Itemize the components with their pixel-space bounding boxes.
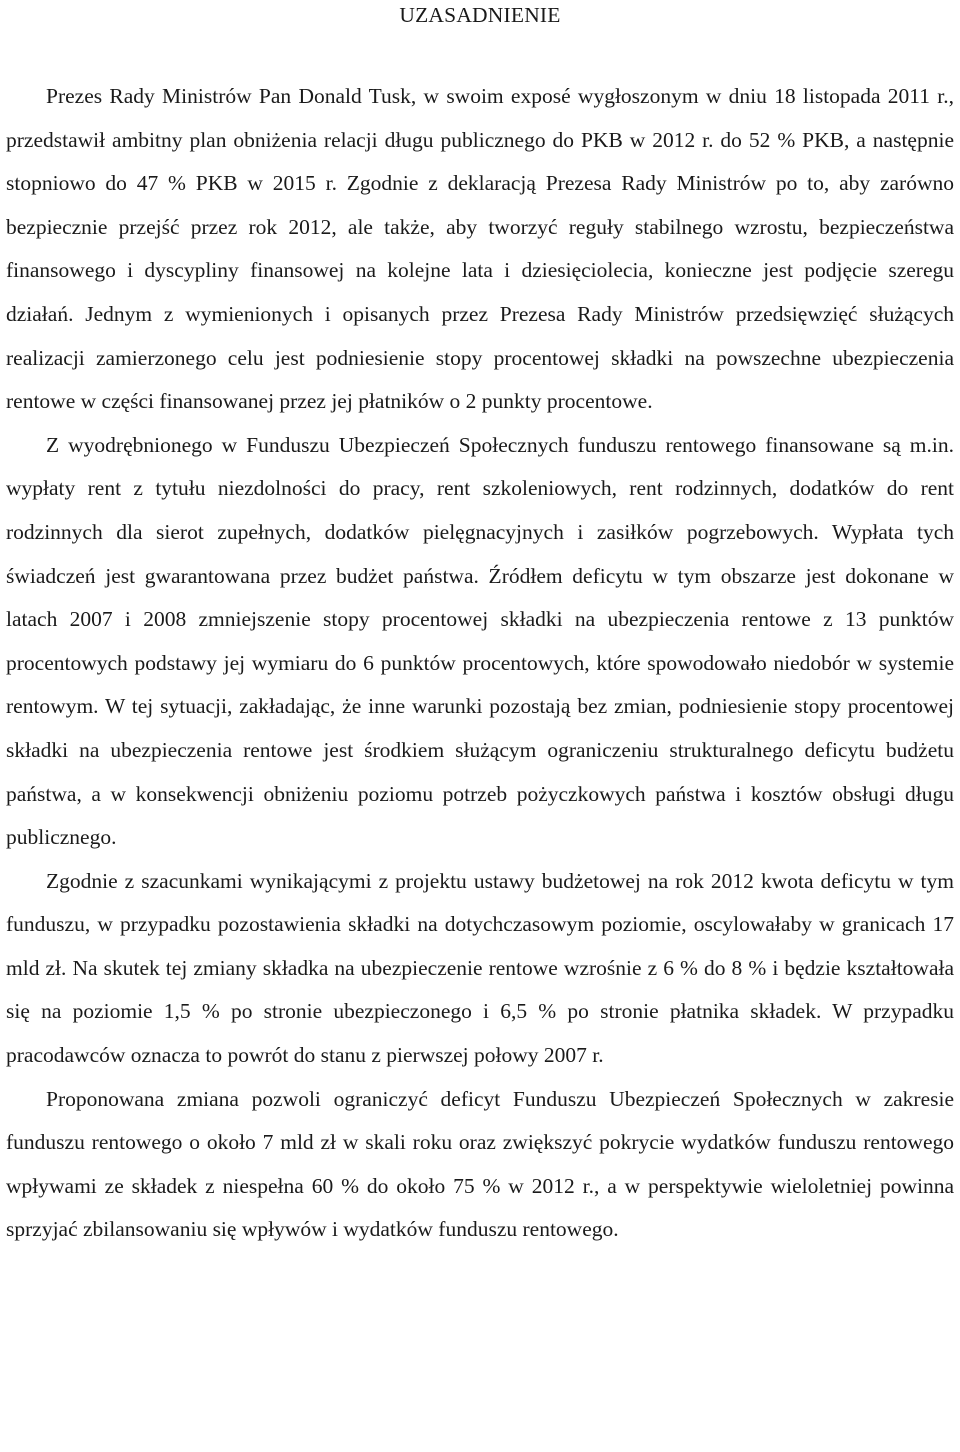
- document-title: UZASADNIENIE: [399, 3, 561, 27]
- paragraph-3: Zgodnie z szacunkami wynikającymi z projektu ustawy budżetowej na rok 2012 kwota deficytu w tym funduszu, w przypadku pozostawienia składki na dotychczasowym poziomie, oscylowałaby w granicach 17 mld zł. Na skutek tej zmiany składka na ubezpieczenie rentowe wzrośnie z 6 % do 8 % i będzie kształtowała się na poziomie 1,5 % po stronie ubezpieczonego i 6,5 % po stronie płatnika składek. W przypadku pracodawców oznacza to powrót do stanu z pierwszej połowy 2007 r.: [6, 868, 954, 1068]
- document-page: [6, 0, 954, 1252]
- paragraph-1: Prezes Rady Ministrów Pan Donald Tusk, w swoim exposé wygłoszonym w dniu 18 listopada 2011 r., przedstawił ambitny plan obniżenia relacji długu publicznego do PKB w 2012 r. do 52 % PKB, a następnie stopniowo do 47 % PKB w 2015 r. Zgodnie z deklaracją Prezesa Rady Ministrów po to, aby zarówno bezpiecznie przejść przez rok 2012, ale także, aby tworzyć reguły stabilnego wzrostu, bezpieczeństwa finansowego i dyscypliny finansowej na kolejne lata i dziesięciolecia, konieczne jest podjęcie szeregu działań. Jednym z wymienionych i opisanych przez Prezesa Rady Ministrów przedsięwzięć służących realizacji zamierzonego celu jest podniesienie stopy procentowej składki na powszechne ubezpieczenia rentowe w części finansowanej przez jej płatników o 2 punkty procentowe.: [6, 84, 954, 414]
- paragraph-2: Z wyodrębnionego w Funduszu Ubezpieczeń Społecznych funduszu rentowego finansowane są m.in. wypłaty rent z tytułu niezdolności do pracy, rent szkoleniowych, rent rodzinnych, dodatków do rent rodzinnych dla sierot zupełnych, dodatków pielęgnacyjnych i zasiłków pogrzebowych. Wypłata tych świadczeń jest gwarantowana przez budżet państwa. Źródłem deficytu w tym obszarze jest dokonane w latach 2007 i 2008 zmniejszenie stopy procentowej składki na ubezpieczenia rentowe z 13 punktów procentowych podstawy jej wymiaru do 6 punktów procentowych, które spowodowało niedobór w systemie rentowym. W tej sytuacji, zakładając, że inne warunki pozostają bez zmian, podniesienie stopy procentowej składki na ubezpieczenia rentowe jest środkiem służącym ograniczeniu strukturalnego deficytu budżetu państwa, a w konsekwencji obniżeniu poziomu potrzeb pożyczkowych państwa i kosztów obsługi długu publicznego.: [6, 432, 954, 850]
- paragraph-4: Proponowana zmiana pozwoli ograniczyć deficyt Funduszu Ubezpieczeń Społecznych w zakresie funduszu rentowego o około 7 mld zł w skali roku oraz zwiększyć pokrycie wydatków funduszu rentowego wpływami ze składek z niespełna 60 % do około 75 % w 2012 r., a w perspektywie wieloletniej powinna sprzyjać zbilansowaniu się wpływów i wydatków funduszu rentowego.: [6, 1086, 954, 1242]
